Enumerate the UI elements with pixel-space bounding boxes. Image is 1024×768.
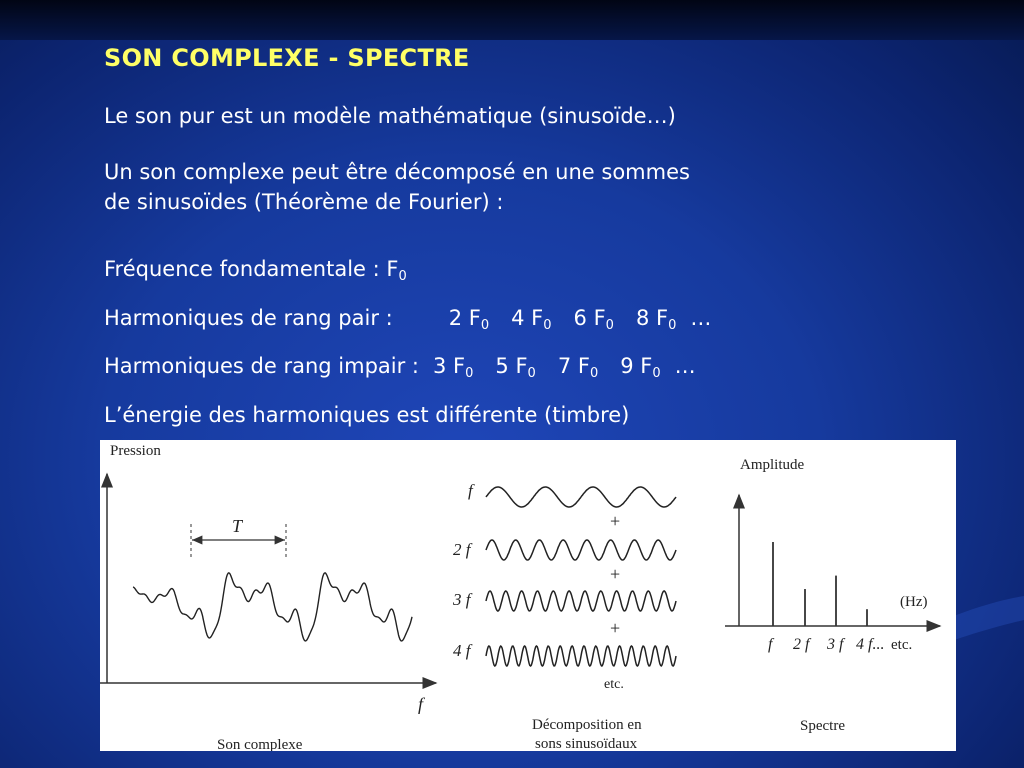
odd-harmonic-9: 9 $F_0$: [620, 354, 661, 381]
sine-label-f: f: [468, 481, 473, 500]
spectrum-tick-f: f: [768, 636, 773, 653]
spectrum-lines: [773, 542, 867, 626]
odd-harmonic-3: 3 $F_0$: [433, 354, 474, 381]
complex-sound-line-2: de sinusoïdes (Théorème de Fourier) :: [104, 190, 504, 214]
odd-harmonics-label: Harmoniques de rang impair :: [104, 354, 419, 378]
complex-waveform: [133, 573, 412, 641]
hz-unit-label: (Hz): [900, 594, 928, 610]
pressure-axis-label: Pression: [110, 443, 161, 459]
complex-sound-panel: [100, 443, 436, 751]
plus-sign-3: +: [610, 618, 621, 638]
spectrum-caption: Spectre: [800, 718, 845, 734]
decomposition-caption-2: sons sinusoïdaux: [535, 736, 638, 751]
odd-harmonic-5: 5 $F_0$: [495, 354, 536, 381]
sine-wave-f: [486, 487, 676, 507]
spectrum-panel: [725, 457, 940, 734]
sine-label-2f: 2 f: [453, 540, 471, 559]
slide-title: SON COMPLEXE - SPECTRE: [104, 44, 470, 72]
energy-line: L’énergie des harmoniques est différente (timbre): [104, 403, 630, 427]
spectrum-tick-4f: 4 f...: [856, 636, 885, 653]
odd-harmonics-ellipsis: …: [674, 354, 696, 378]
plus-sign-1: +: [610, 511, 621, 531]
decomposition-panel: [452, 481, 676, 751]
decomposition-caption-1: Décomposition en: [532, 717, 642, 733]
odd-harmonic-7: 7 $F_0$: [557, 354, 599, 381]
even-harmonics-line: [104, 303, 711, 333]
period-label: T: [232, 516, 243, 536]
sine-wave-3f: [486, 591, 676, 611]
fundamental-label: Fréquence fondamentale : F: [104, 257, 399, 281]
fundamental-subscript: 0: [398, 269, 407, 284]
even-harmonic-4: 4 $F_0$: [511, 306, 552, 333]
odd-harmonics-line: [104, 351, 696, 381]
fundamental-frequency-line: [104, 254, 407, 284]
plus-sign-2: +: [610, 564, 621, 584]
sine-label-4f: 4 f: [453, 641, 471, 660]
sine-label-3f: 3 f: [453, 590, 471, 609]
even-harmonic-6: 6 $F_0$: [573, 306, 614, 333]
complex-sound-line-1: Un son complexe peut être décomposé en une sommes: [104, 160, 690, 184]
fourier-figure: [100, 440, 956, 751]
even-harmonics-label: Harmoniques de rang pair :: [104, 306, 393, 330]
spectrum-etc: etc.: [891, 637, 913, 653]
even-harmonic-8: 8 $F_0$: [635, 306, 677, 333]
even-harmonics-ellipsis: …: [690, 306, 712, 330]
pure-sound-line: Le son pur est un modèle mathématique (sinusoïde…): [104, 104, 676, 128]
spectrum-tick-3f: 3 f: [827, 636, 844, 653]
frequency-axis-label: f: [418, 694, 424, 714]
amplitude-axis-label: Amplitude: [740, 457, 805, 473]
sine-wave-2f: [486, 540, 676, 560]
spectrum-tick-2f: 2 f: [793, 636, 810, 653]
complex-sound-caption: Son complexe: [217, 737, 303, 751]
decomposition-etc: etc.: [604, 677, 624, 692]
fourier-figure-svg: [100, 440, 956, 751]
sine-wave-4f: [486, 646, 676, 666]
even-harmonic-2: 2 $F_0$: [448, 306, 490, 333]
